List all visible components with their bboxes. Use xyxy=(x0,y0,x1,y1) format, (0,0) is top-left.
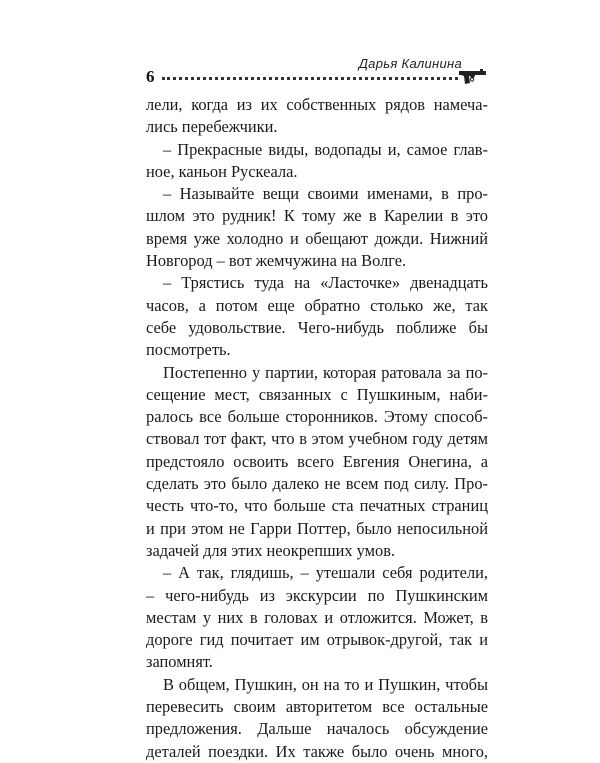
text-line: ствовал тот факт, что в этом учебном году детям xyxy=(146,429,488,449)
text-line: – Трястись туда на «Ласточке» двенадцать xyxy=(163,273,488,293)
text-line: – Прекрасные виды, водопады и, самое глав- xyxy=(163,139,488,159)
paragraph xyxy=(146,562,488,673)
text-line: ралось все больше сторонников. Этому способ- xyxy=(146,407,488,427)
text-line: честь что-то, что больше ста печатных страниц xyxy=(146,496,488,516)
author-name: Дарья Калинина xyxy=(358,56,462,71)
text-line: посмотреть. xyxy=(146,340,231,360)
text-line: время уже холодно и обещают дожди. Нижний xyxy=(146,228,488,248)
text-line: предстояло освоить всего Евгения Онегина, а xyxy=(146,451,488,471)
text-line: себе удовольствие. Чего-нибудь поближе бы xyxy=(146,317,488,337)
paragraph xyxy=(146,94,488,139)
text-line: предложения. Дальше началось обсуждение xyxy=(146,719,488,739)
text-line: перевесить своим авторитетом все остальные xyxy=(146,697,488,717)
text-line: – А так, глядишь, – утешали себя родители, xyxy=(163,563,488,583)
paragraph xyxy=(146,272,488,361)
text-line: сещение мест, связанных с Пушкиным, наби- xyxy=(146,384,488,404)
paragraph xyxy=(146,362,488,563)
paragraph xyxy=(146,139,488,184)
text-line: местам у них в головах и отложится. Может, в xyxy=(146,607,488,627)
running-header xyxy=(146,54,488,90)
dotted-rule xyxy=(162,77,458,80)
text-line: задачей для этих неокрепших умов. xyxy=(146,540,396,560)
text-line: В общем, Пушкин, он на то и Пушкин, чтобы xyxy=(163,674,488,694)
text-line: шлом это рудник! К тому же в Карелии в это xyxy=(146,206,488,226)
paragraph xyxy=(146,183,488,272)
page-number: 6 xyxy=(146,67,155,86)
text-line: и при этом не Гарри Поттер, было непосильной xyxy=(146,518,488,538)
text-line: лели, когда из их собственных рядов намеча- xyxy=(146,95,488,114)
text-line: часов, а потом еще обратно столько же, так xyxy=(146,295,488,315)
revolver-icon xyxy=(458,66,488,86)
text-line: – Называйте вещи своими именами, в про- xyxy=(163,184,488,204)
text-line: деталей поездки. Их также было очень много, xyxy=(146,741,488,761)
text-line: запомнят. xyxy=(146,652,213,672)
text-line: Новгород – вот жемчужина на Волге. xyxy=(146,251,407,271)
text-line: – чего-нибудь из экскурсии по Пушкинским xyxy=(146,585,488,605)
text-line: сделать это было далеко не всем под силу. Про- xyxy=(146,474,488,494)
body-text xyxy=(146,94,488,763)
text-line: лись перебежчики. xyxy=(146,117,278,137)
text-line: ное, каньон Рускеала. xyxy=(146,161,298,181)
text-line: Постепенно у партии, которая ратовала за по- xyxy=(163,362,488,382)
text-line: дороге гид почитает им отрывок-другой, так и xyxy=(146,630,488,650)
